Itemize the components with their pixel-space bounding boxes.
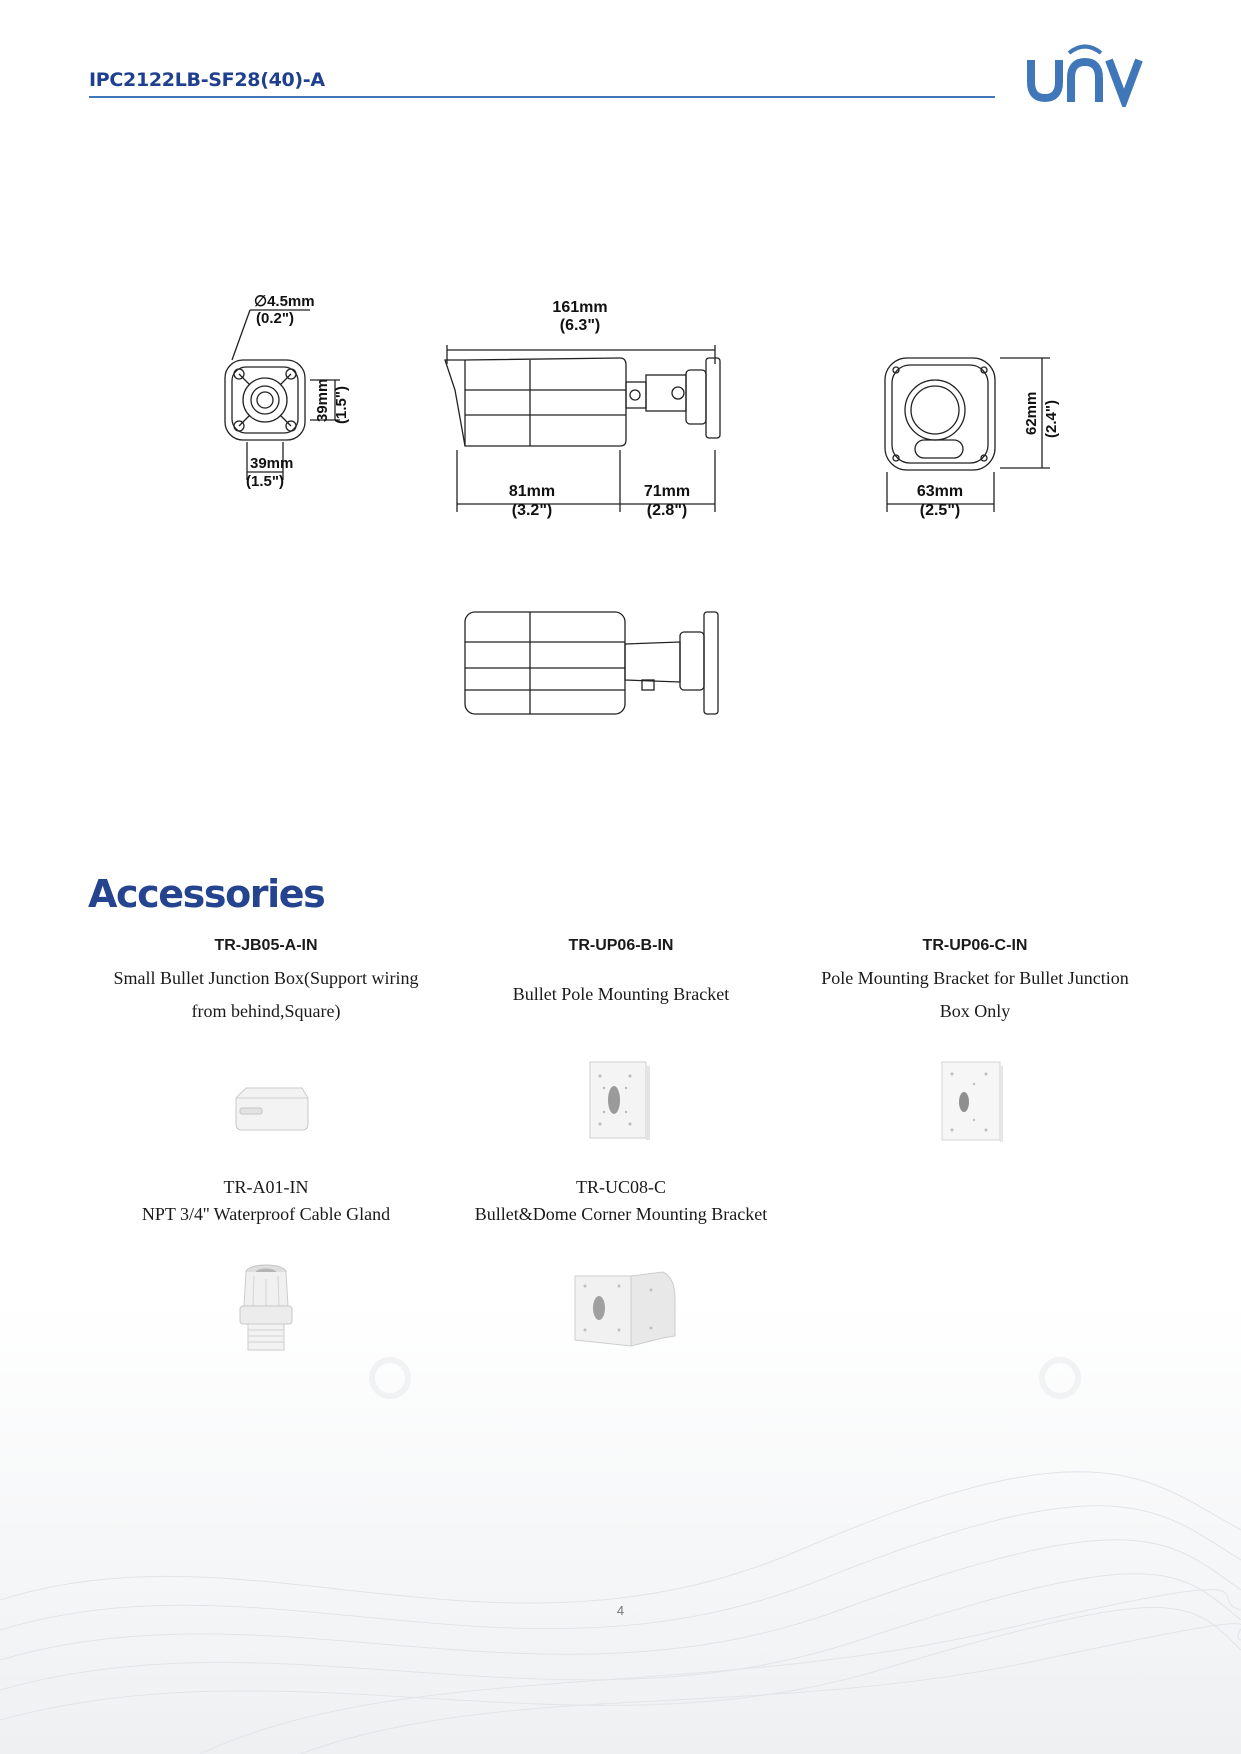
- accessory-name: TR-JB05-A-IN: [214, 937, 318, 954]
- bracket-length-in: (2.8"): [646, 502, 688, 519]
- accessory-name: TR-UC08-C: [576, 1177, 666, 1197]
- total-length-mm: 161mm: [552, 299, 608, 316]
- document-model-title: IPC2122LB-SF28(40)-A: [89, 69, 325, 91]
- front-width-in: (2.5"): [919, 502, 961, 519]
- front-height-in: (2.4"): [1043, 400, 1060, 438]
- accessory-item-tr-up06-b: [441, 936, 801, 1011]
- back-width-in: (1.5"): [246, 473, 284, 490]
- body-length-in: (3.2"): [511, 502, 553, 519]
- accessory-description: Box Only: [939, 1001, 1011, 1021]
- bottom-view-drawing: [465, 612, 718, 714]
- back-height-in: (1.5"): [333, 386, 350, 424]
- accessory-description: Bullet Pole Mounting Bracket: [512, 984, 730, 1004]
- total-length-in: (6.3"): [559, 317, 601, 334]
- corner-bracket-icon: [571, 1270, 679, 1350]
- accessory-description: Bullet&Dome Corner Mounting Bracket: [474, 1204, 768, 1224]
- back-width-mm: 39mm: [250, 455, 294, 472]
- accessory-name: TR-UP06-C-IN: [922, 937, 1028, 954]
- pole-bracket-icon: [586, 1058, 654, 1144]
- accessory-name: TR-UP06-B-IN: [568, 937, 674, 954]
- accessories-heading: Accessories: [88, 872, 325, 916]
- bracket-length-mm: 71mm: [643, 483, 691, 500]
- front-width-mm: 63mm: [916, 483, 964, 500]
- accessory-description: NPT 3/4'' Waterproof Cable Gland: [141, 1204, 391, 1224]
- background-wave-decoration: [0, 1300, 1241, 1754]
- header-divider: [89, 96, 995, 98]
- front-height-mm: 62mm: [1023, 391, 1040, 435]
- pole-bracket-junction-icon: [938, 1058, 1006, 1146]
- hole-diameter-mm: ∅4.5mm: [254, 293, 315, 310]
- dimension-drawings: [210, 290, 1070, 730]
- junction-box-icon: [232, 1084, 312, 1134]
- accessory-item-tr-jb05: [86, 936, 446, 1028]
- page-number: 4: [616, 1603, 625, 1618]
- body-length-mm: 81mm: [508, 483, 556, 500]
- accessory-description: from behind,Square): [191, 1001, 341, 1021]
- accessory-name: TR-A01-IN: [223, 1177, 309, 1197]
- accessory-item-tr-a01: [86, 1176, 446, 1231]
- hole-diameter-in: (0.2"): [256, 310, 294, 327]
- back-height-mm: 39mm: [314, 378, 331, 422]
- accessory-item-tr-up06-c: [795, 936, 1155, 1028]
- cable-gland-icon: [232, 1262, 300, 1358]
- accessory-description: Pole Mounting Bracket for Bullet Junction: [821, 968, 1129, 988]
- accessory-item-tr-uc08: [441, 1176, 801, 1231]
- accessory-description: Small Bullet Junction Box(Support wiring: [113, 968, 419, 988]
- unv-logo: [1025, 42, 1150, 107]
